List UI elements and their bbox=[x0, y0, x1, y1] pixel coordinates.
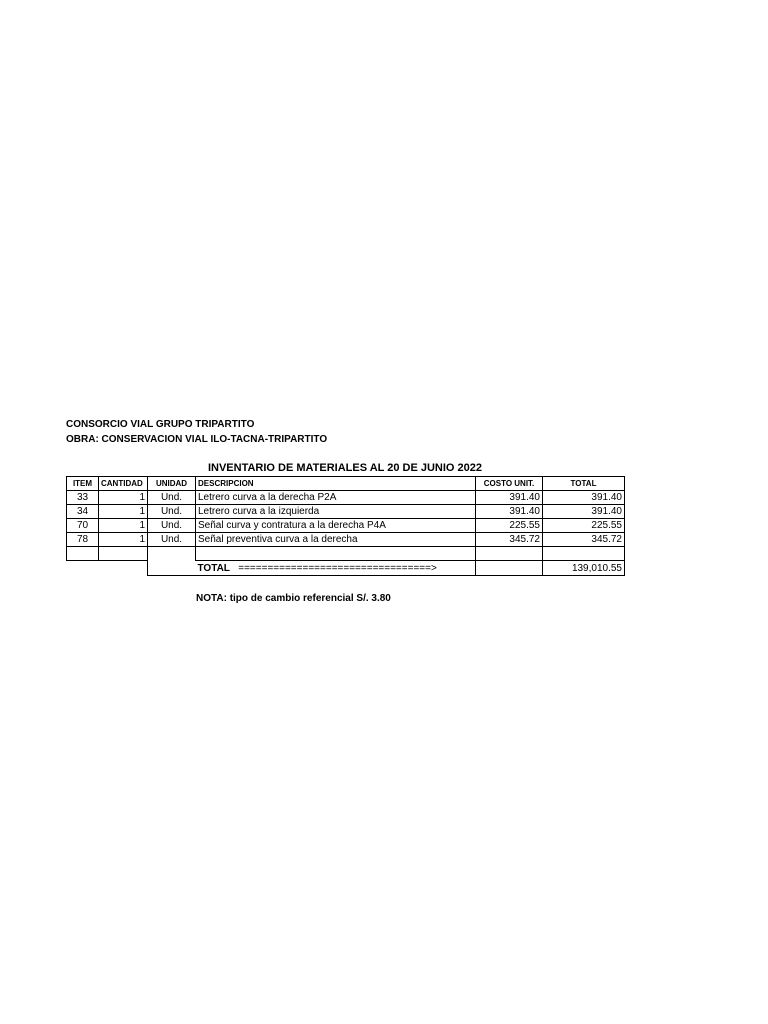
cell-costo-unit: 225.55 bbox=[476, 519, 543, 533]
cell-costo-unit: 391.40 bbox=[476, 505, 543, 519]
cell-descripcion: Señal curva y contratura a la derecha P4A bbox=[196, 519, 476, 533]
work-name: OBRA: CONSERVACION VIAL ILO-TACNA-TRIPARTITO bbox=[66, 434, 328, 445]
total-label-cell bbox=[196, 561, 476, 576]
cell-total: 391.40 bbox=[543, 491, 625, 505]
cell-cantidad: 1 bbox=[99, 491, 148, 505]
cell-cantidad: 1 bbox=[99, 519, 148, 533]
cell-item: 70 bbox=[67, 519, 99, 533]
col-header-item: ITEM bbox=[67, 477, 99, 491]
table-header-row bbox=[67, 477, 625, 491]
cell-total: 391.40 bbox=[543, 505, 625, 519]
empty-row bbox=[67, 547, 625, 561]
total-row bbox=[67, 561, 625, 576]
table-row bbox=[67, 505, 625, 519]
col-header-unidad: UNIDAD bbox=[148, 477, 196, 491]
cell-unidad: Und. bbox=[148, 519, 196, 533]
cell-costo-unit: 345.72 bbox=[476, 533, 543, 547]
inventory-table bbox=[66, 476, 625, 576]
col-header-cantidad: CANTIDAD bbox=[99, 477, 148, 491]
table-row bbox=[67, 519, 625, 533]
col-header-total: TOTAL bbox=[543, 477, 625, 491]
cell-unidad: Und. bbox=[148, 505, 196, 519]
cell-item: 78 bbox=[67, 533, 99, 547]
cell-total: 345.72 bbox=[543, 533, 625, 547]
cell-descripcion: Señal preventiva curva a la derecha bbox=[196, 533, 476, 547]
total-value: 139,010.55 bbox=[543, 561, 625, 576]
total-arrow: =================================> bbox=[238, 562, 437, 574]
cell-descripcion: Letrero curva a la derecha P2A bbox=[196, 491, 476, 505]
cell-item: 33 bbox=[67, 491, 99, 505]
inventory-title: INVENTARIO DE MATERIALES AL 20 DE JUNIO 2022 bbox=[207, 462, 483, 474]
exchange-rate-note: NOTA: tipo de cambio referencial S/. 3.80 bbox=[196, 593, 391, 604]
cell-costo-unit: 391.40 bbox=[476, 491, 543, 505]
table-row bbox=[67, 491, 625, 505]
cell-cantidad: 1 bbox=[99, 533, 148, 547]
col-header-descripcion: DESCRIPCION bbox=[196, 477, 476, 491]
cell-cantidad: 1 bbox=[99, 505, 148, 519]
col-header-costo-unit: COSTO UNIT. bbox=[476, 477, 543, 491]
total-label: TOTAL bbox=[197, 562, 230, 574]
cell-unidad: Und. bbox=[148, 533, 196, 547]
cell-descripcion: Letrero curva a la izquierda bbox=[196, 505, 476, 519]
cell-total: 225.55 bbox=[543, 519, 625, 533]
cell-unidad: Und. bbox=[148, 491, 196, 505]
company-name: CONSORCIO VIAL GRUPO TRIPARTITO bbox=[66, 419, 255, 430]
table-row bbox=[67, 533, 625, 547]
cell-item: 34 bbox=[67, 505, 99, 519]
